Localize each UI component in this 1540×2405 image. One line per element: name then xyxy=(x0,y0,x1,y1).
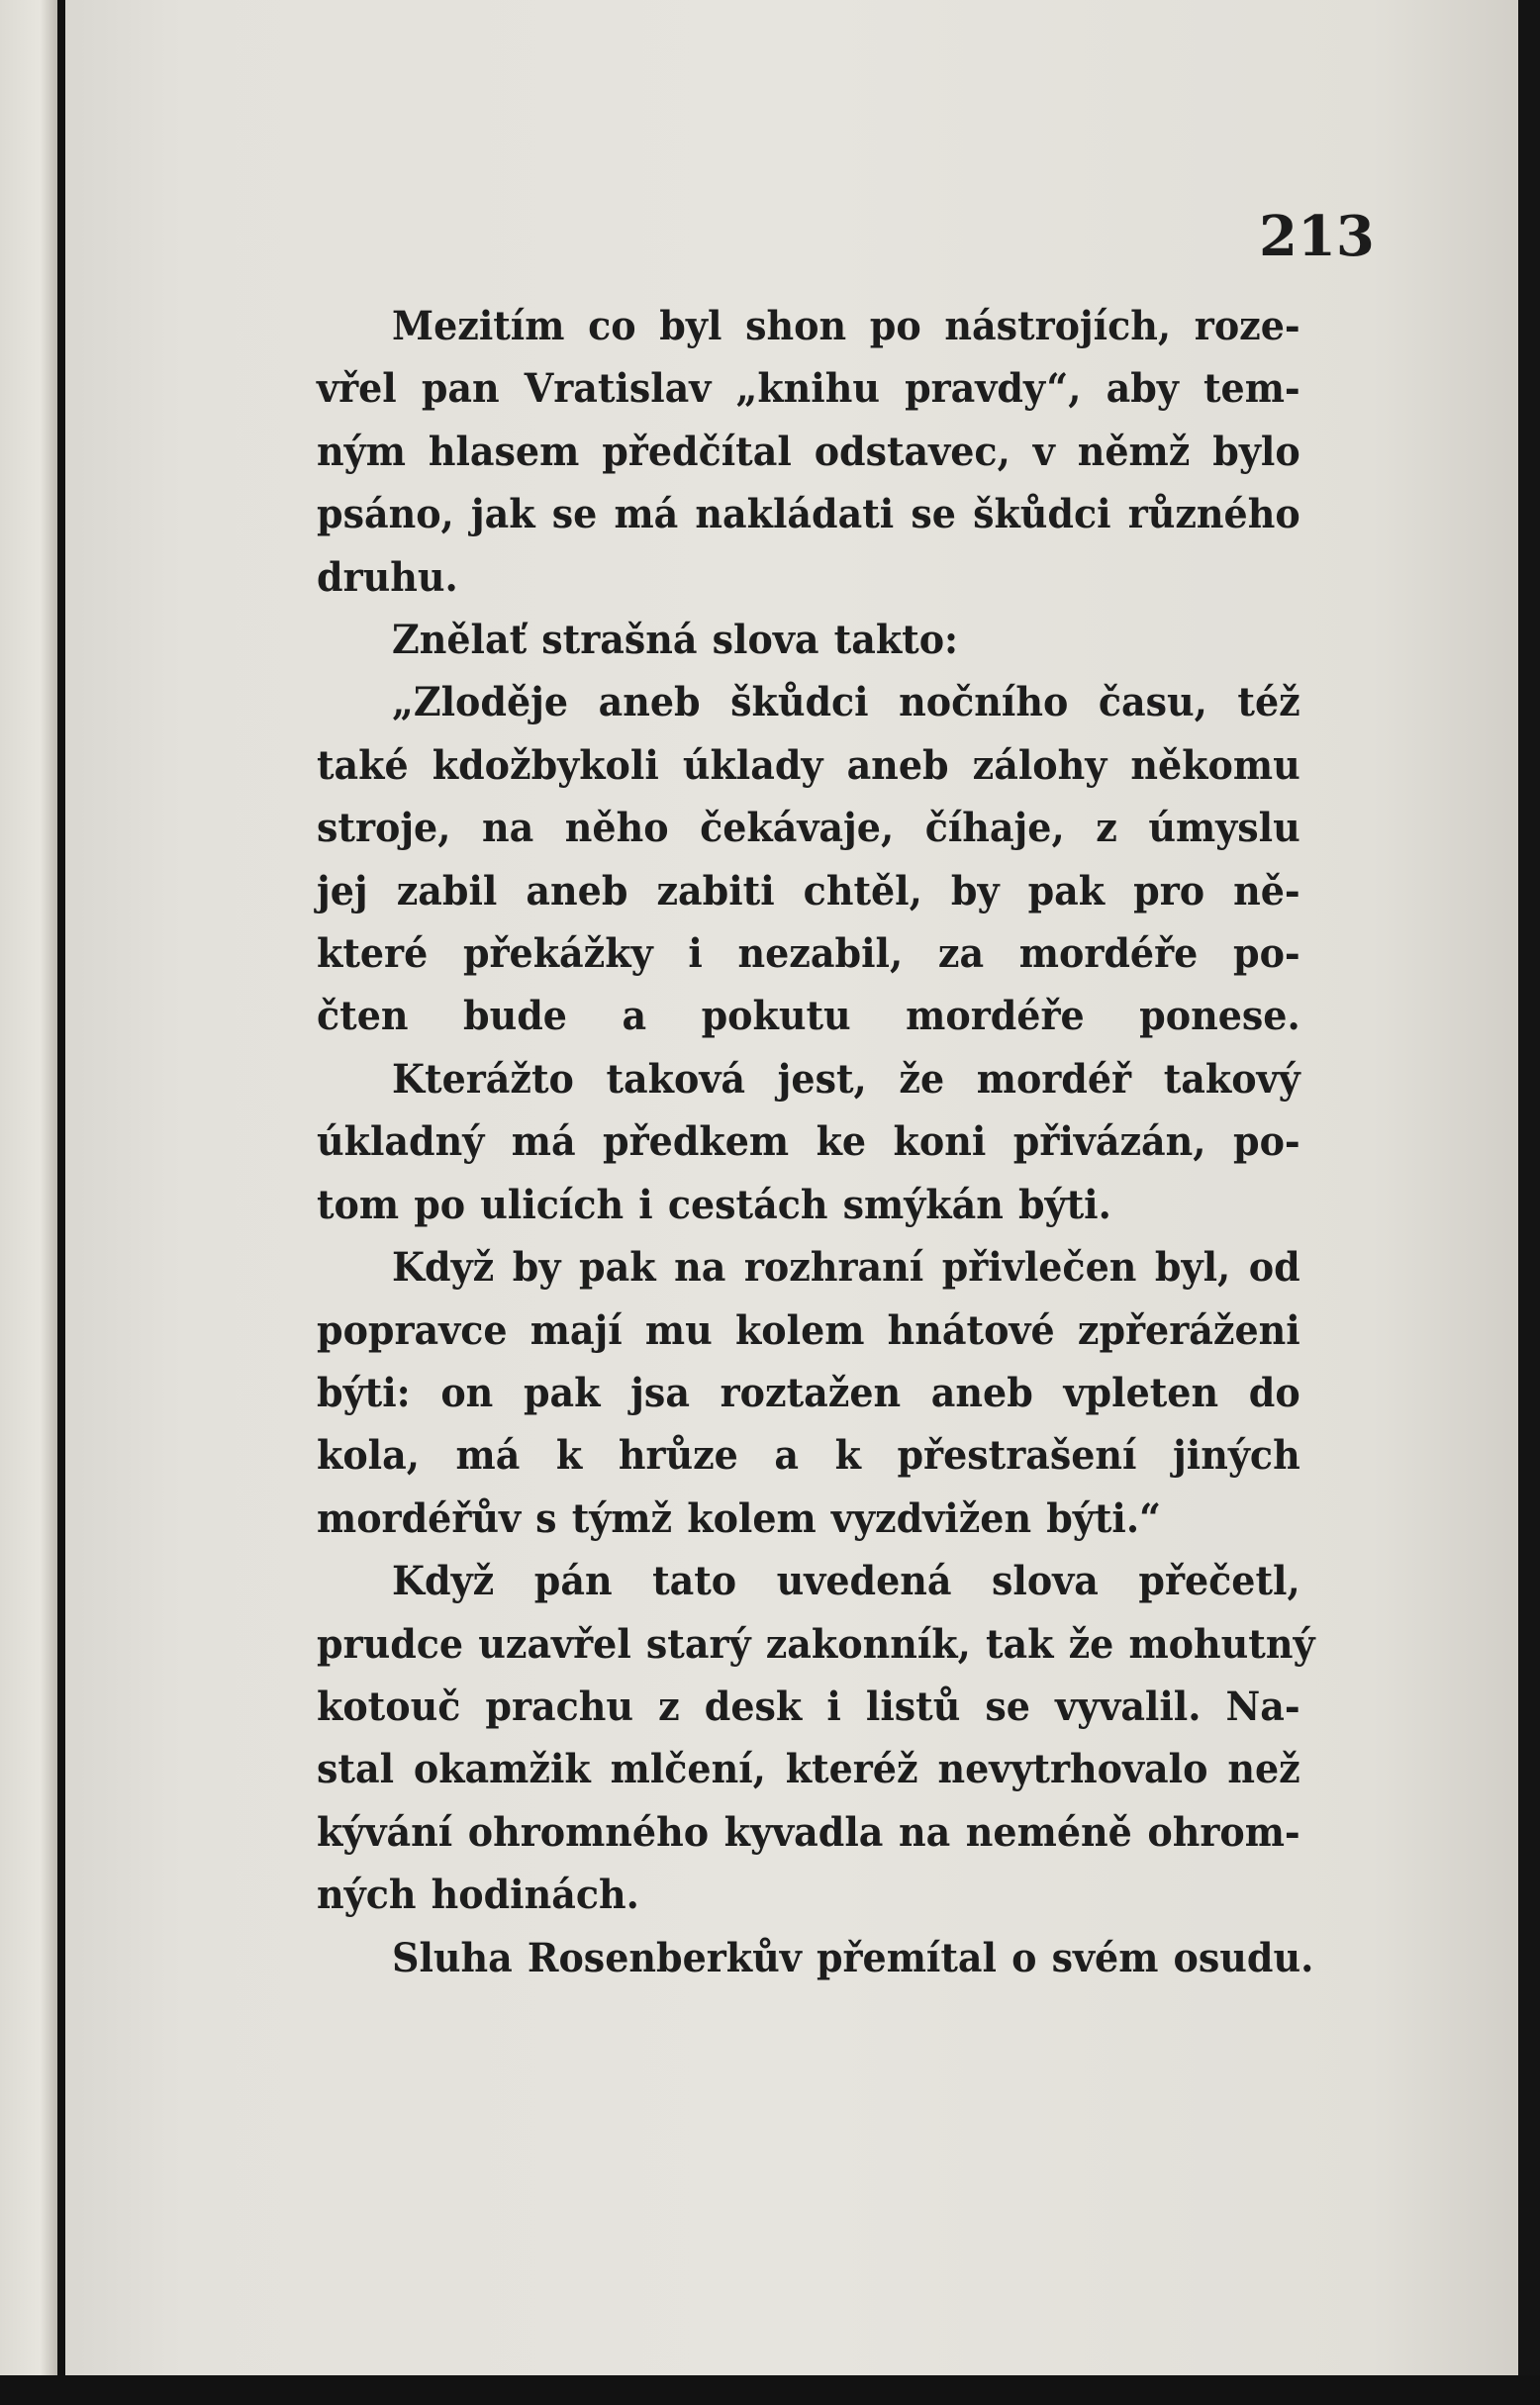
text-line: stroje, na něho čekávaje, číhaje, z úmyslu xyxy=(317,805,1300,852)
text-line: psáno, jak se má nakládati se škůdci různého xyxy=(317,491,1300,538)
text-line: mordéřův s týmž kolem vyzdvižen býti.“ xyxy=(317,1494,1161,1542)
page-body-text xyxy=(317,295,1315,1989)
text-line: kola, má k hrůze a k přestrašení jiných xyxy=(317,1432,1300,1480)
text-line: ným hlasem předčítal odstavec, v němž bylo xyxy=(317,428,1300,475)
text-line: Znělať strašná slova takto: xyxy=(392,617,959,664)
previous-page-edge xyxy=(0,0,57,2375)
text-line: Sluha Rosenberkův přemítal o svém osudu. xyxy=(392,1934,1314,1981)
text-line: Mezitím co byl shon po nástrojích, roze- xyxy=(392,303,1300,349)
text-line: popravce mají mu kolem hnátové zpřeráženi xyxy=(317,1306,1300,1354)
book-gutter xyxy=(57,0,65,2375)
text-line: úkladný má předkem ke koni přivázán, po- xyxy=(317,1118,1300,1166)
text-line: ných hodinách. xyxy=(317,1872,639,1919)
page-number: 213 xyxy=(1259,204,1375,269)
text-line: tom po ulicích i cestách smýkán býti. xyxy=(317,1181,1111,1228)
text-line: čten bude a pokutu mordéře ponese. xyxy=(317,993,1300,1040)
text-line: kotouč prachu z desk i listů se vyvalil. Na- xyxy=(317,1683,1300,1730)
scan-border xyxy=(0,2375,1540,2405)
text-line: vřel pan Vratislav „knihu pravdy“, aby tem- xyxy=(317,365,1300,413)
text-line: druhu. xyxy=(317,553,458,601)
text-line: Když pán tato uvedená slova přečetl, xyxy=(392,1558,1300,1605)
text-line: kývání ohromného kyvadla na neméně ohrom- xyxy=(317,1808,1300,1856)
text-line: Kterážto taková jest, že mordéř takový xyxy=(392,1055,1300,1103)
text-line: býti: on pak jsa roztažen aneb vpleten do xyxy=(317,1369,1300,1416)
text-line: které překážky i nezabil, za mordéře po- xyxy=(317,930,1300,978)
text-line: stal okamžik mlčení, kteréž nevytrhovalo než xyxy=(317,1746,1300,1793)
text-line: prudce uzavřel starý zakonník, tak že mohutný xyxy=(317,1620,1315,1668)
text-line: také kdožbykoli úklady aneb zálohy někomu xyxy=(317,741,1300,789)
text-line: „Zloděje aneb škůdci nočního času, též xyxy=(392,679,1300,726)
text-line: jej zabil aneb zabiti chtěl, by pak pro ně- xyxy=(317,867,1300,914)
book-page xyxy=(65,0,1518,2375)
text-line: Když by pak na rozhraní přivlečen byl, od xyxy=(392,1244,1300,1292)
